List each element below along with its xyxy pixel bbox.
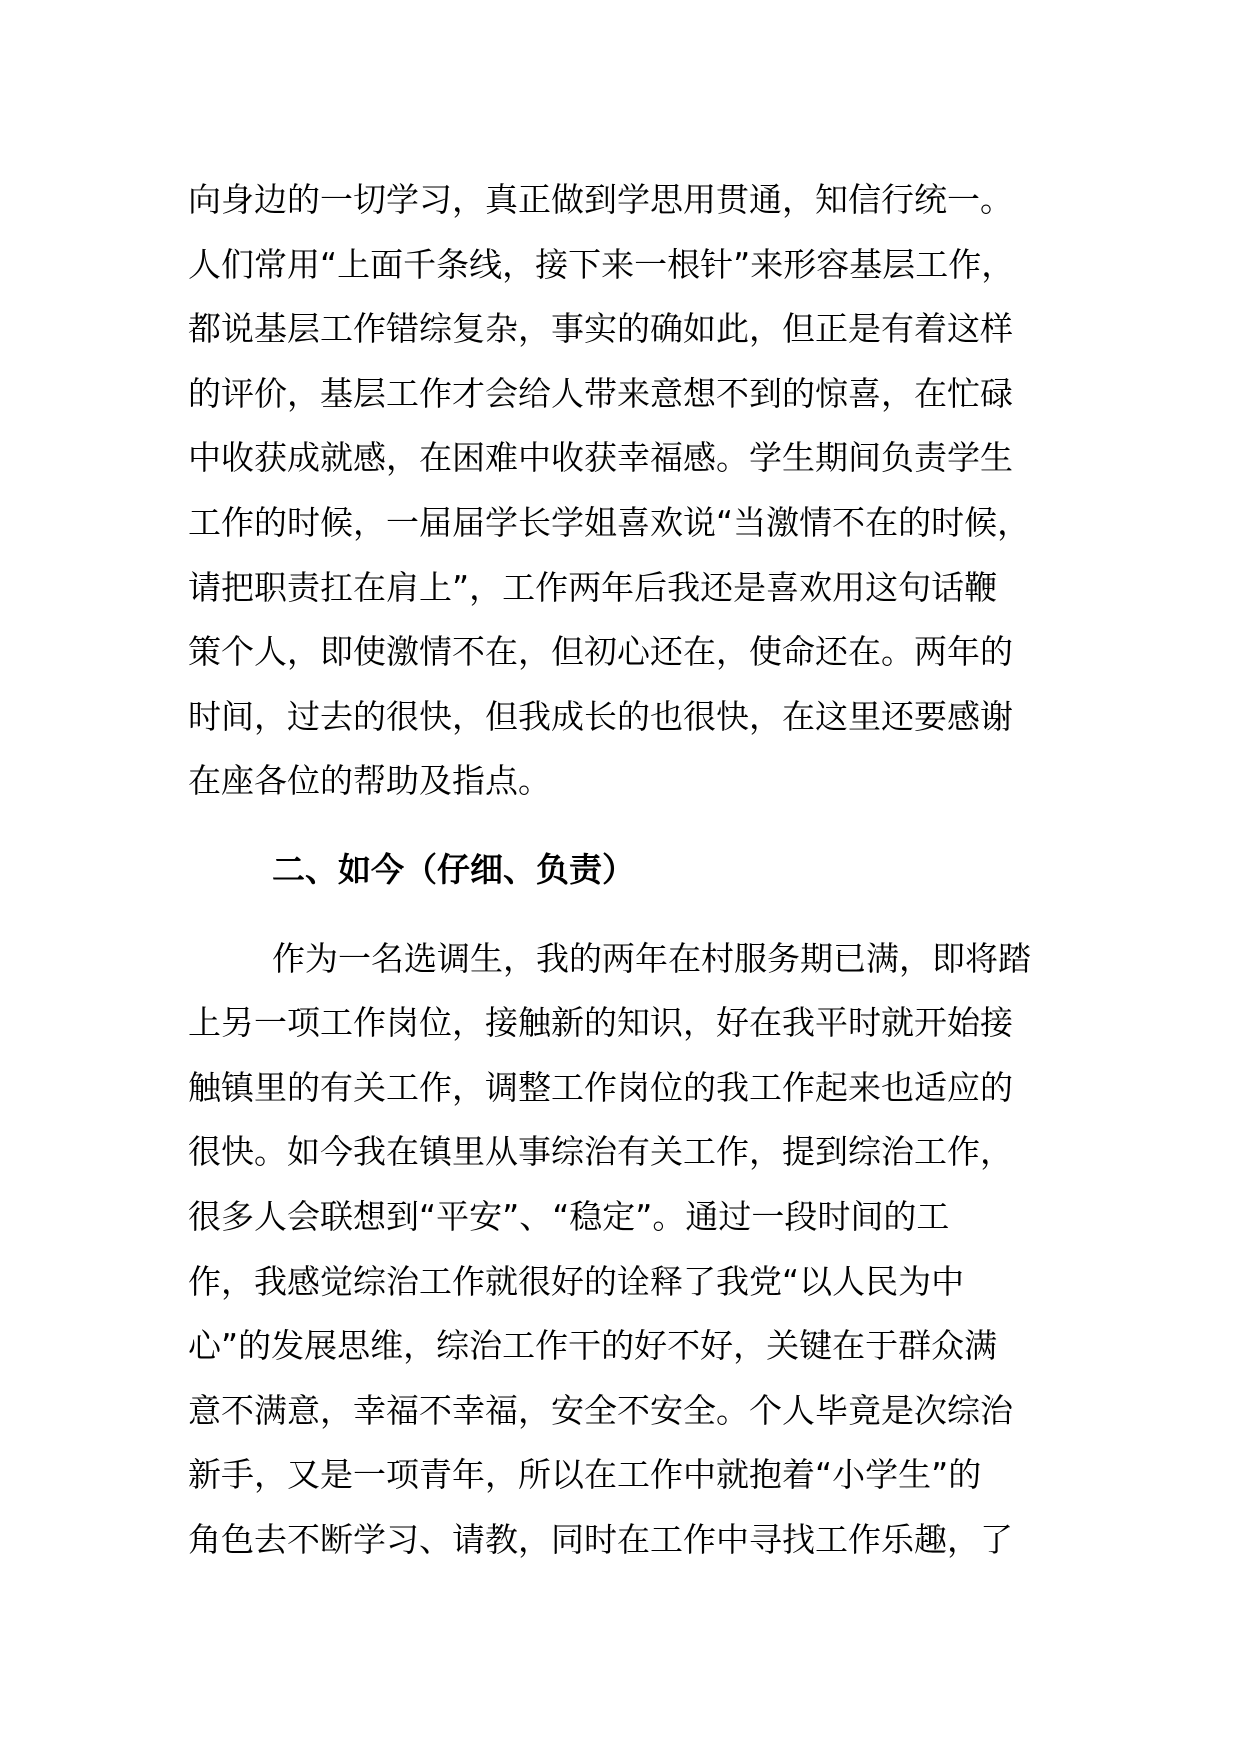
text-line: 作，我感觉综治工作就很好的诠释了我党“以人民为中 [188, 1261, 965, 1301]
text-line: 作为一名选调生，我的两年在村服务期已满，即将踏 [272, 938, 1031, 978]
text-line: 很快。如今我在镇里从事综治有关工作，提到综治工作， [188, 1132, 1013, 1172]
paragraph-1 [188, 168, 1068, 814]
text-line: 的评价，基层工作才会给人带来意想不到的惊喜，在忙碌 [188, 373, 1013, 413]
section-heading: 二、如今（仔细、负责） [272, 849, 635, 889]
text-line: 工作的时候，一届届学长学姐喜欢说“当激情不在的时候， [188, 502, 1031, 542]
text-line: 时间，过去的很快，但我成长的也很快，在这里还要感谢 [188, 696, 1013, 736]
text-line: 心”的发展思维，综治工作干的好不好，关键在于群众满 [188, 1326, 998, 1366]
text-line: 请把职责扛在肩上”，工作两年后我还是喜欢用这句话鞭 [188, 567, 998, 607]
text-line: 新手，又是一项青年，所以在工作中就抱着“小学生”的 [188, 1455, 982, 1495]
text-line: 角色去不断学习、请教，同时在工作中寻找工作乐趣，了 [188, 1519, 1013, 1559]
text-line: 中收获成就感，在困难中收获幸福感。学生期间负责学生 [188, 438, 1013, 478]
text-line: 很多人会联想到“平安”、“稳定”。通过一段时间的工 [188, 1196, 950, 1236]
document-body [188, 168, 1068, 1572]
text-line: 触镇里的有关工作，调整工作岗位的我工作起来也适应的 [188, 1067, 1013, 1107]
text-line: 向身边的一切学习，真正做到学思用贯通，知信行统一。 [188, 180, 1013, 219]
text-line: 在座各位的帮助及指点。 [188, 761, 551, 801]
text-line: 人们常用“上面千条线，接下来一根针”来形容基层工作， [188, 244, 1015, 284]
text-line: 上另一项工作岗位，接触新的知识，好在我平时就开始接 [188, 1003, 1013, 1043]
text-line: 意不满意，幸福不幸福，安全不安全。个人毕竟是次综治 [188, 1390, 1013, 1430]
paragraph-2 [188, 927, 1068, 1573]
text-line: 策个人，即使激情不在，但初心还在，使命还在。两年的 [188, 632, 1013, 672]
text-line: 都说基层工作错综复杂，事实的确如此，但正是有着这样 [188, 309, 1013, 349]
